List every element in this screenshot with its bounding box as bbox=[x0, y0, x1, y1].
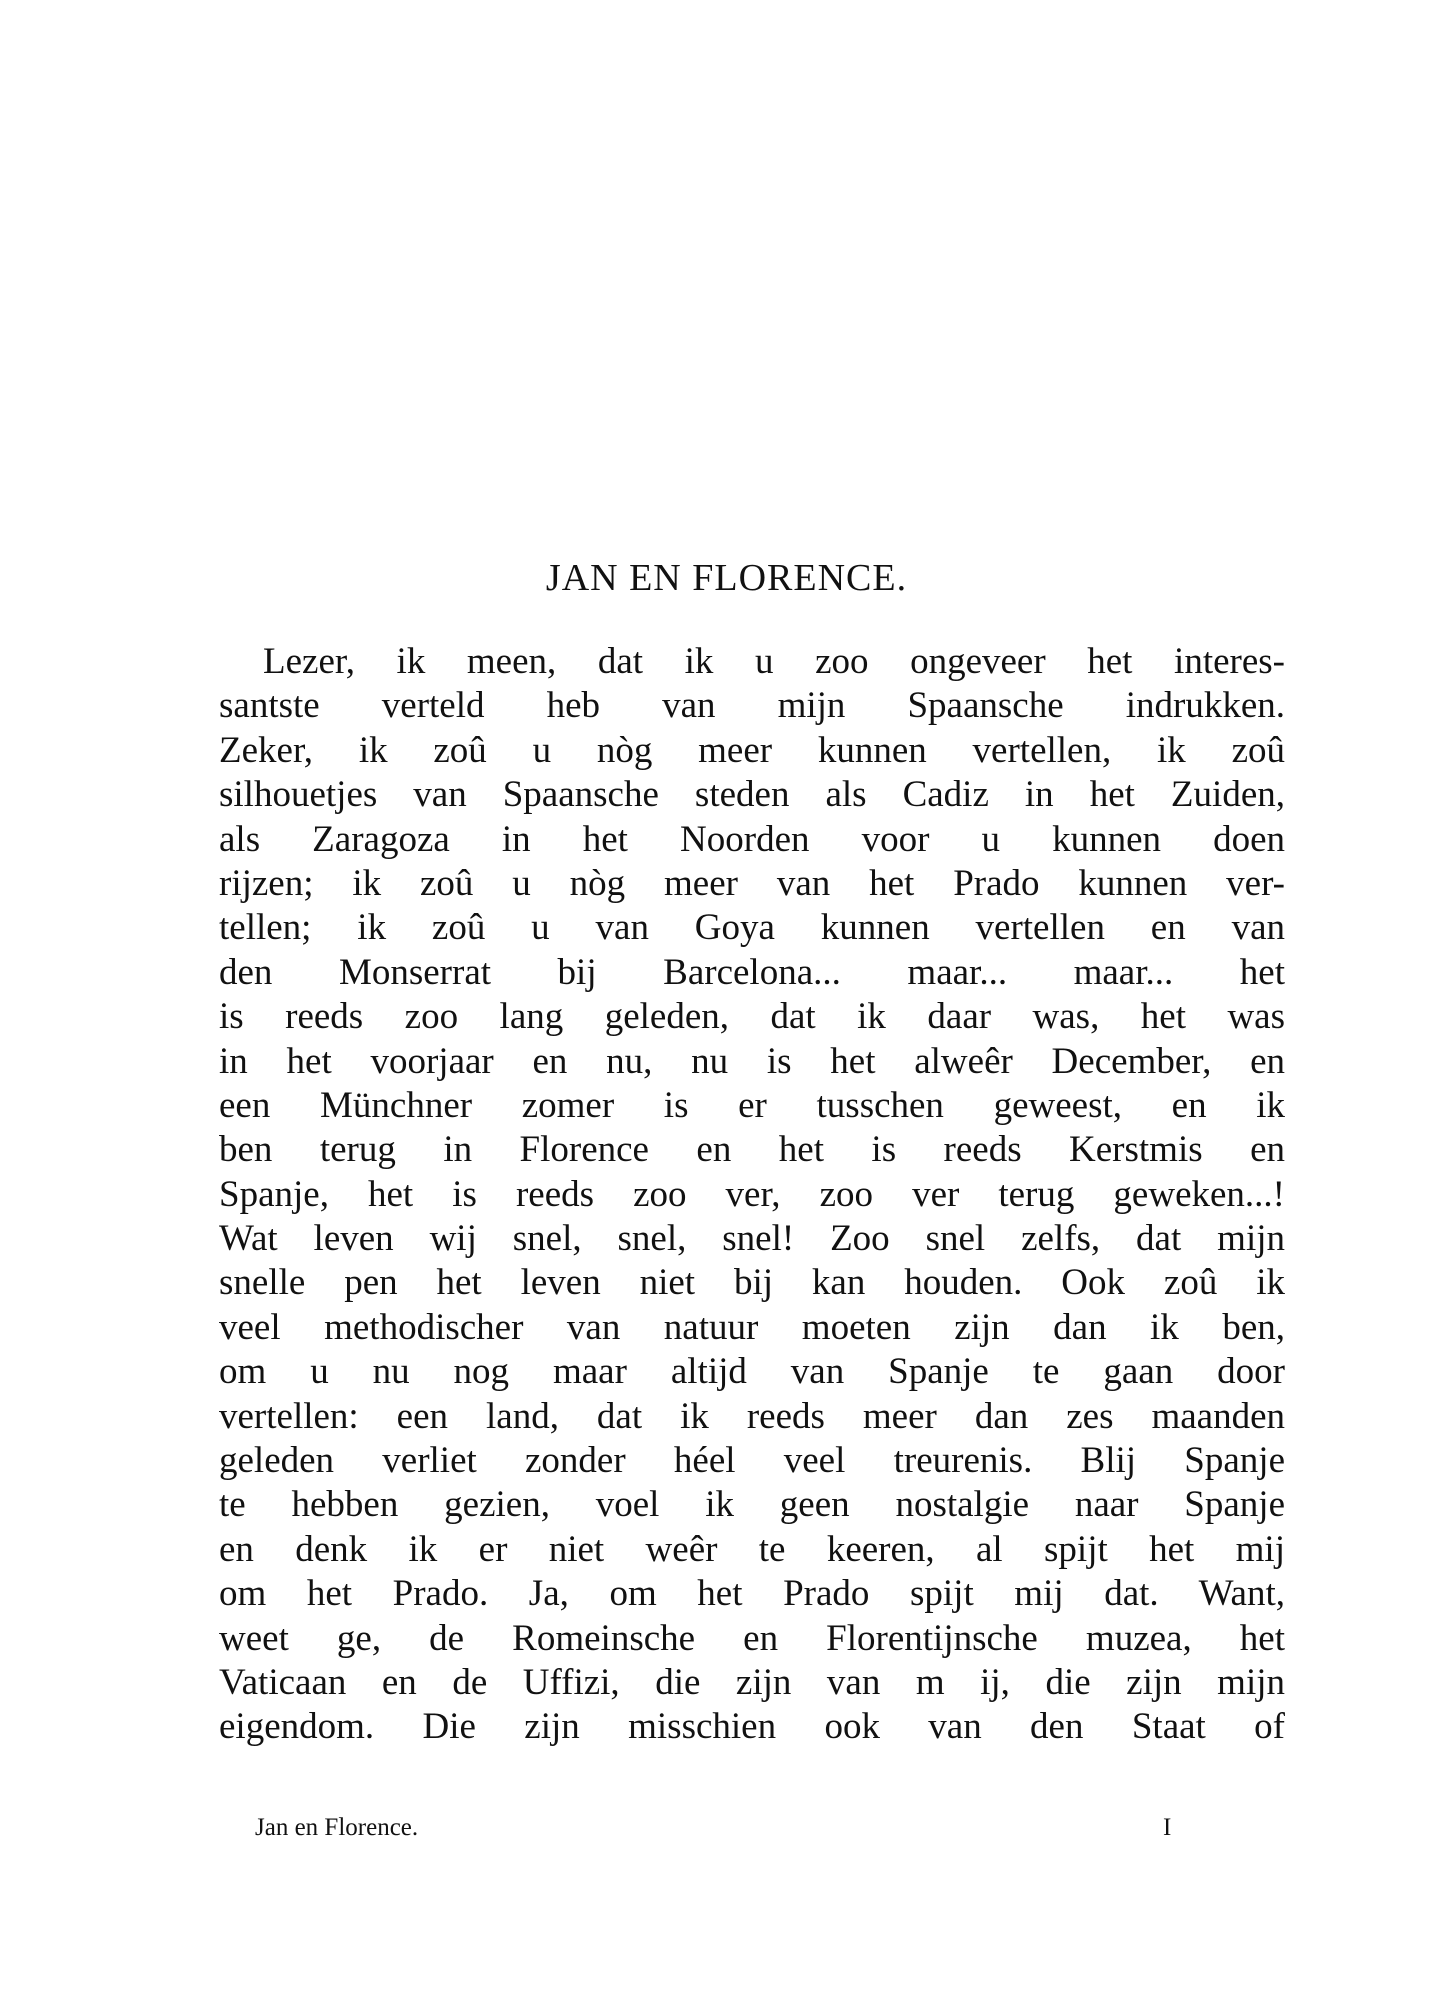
text-line: om u nu nog maar altijd van Spanje te gaan door bbox=[219, 1351, 1285, 1393]
text-line: Zeker, ik zoû u nòg meer kunnen vertellen, ik zoû bbox=[219, 729, 1285, 771]
text-line: Wat leven wij snel, snel, snel! Zoo snel zelfs, dat mijn bbox=[219, 1218, 1285, 1260]
text-line: snelle pen het leven niet bij kan houden. Ook zoû ik bbox=[219, 1262, 1285, 1304]
text-line: Spanje, het is reeds zoo ver, zoo ver terug geweken...! bbox=[219, 1173, 1285, 1215]
body-text bbox=[219, 640, 1285, 1750]
text-line: is reeds zoo lang geleden, dat ik daar was, het was bbox=[219, 996, 1285, 1038]
text-line: santste verteld heb van mijn Spaansche indrukken. bbox=[219, 685, 1285, 727]
signature-mark: I bbox=[1163, 1814, 1172, 1841]
text-line: silhouetjes van Spaansche steden als Cadiz in het Zuiden, bbox=[219, 774, 1285, 816]
text-line: Vaticaan en de Uffizi, die zijn van m ij, die zijn mijn bbox=[219, 1661, 1285, 1703]
text-line: tellen; ik zoû u van Goya kunnen vertellen en van bbox=[219, 907, 1285, 949]
text-line: weet ge, de Romeinsche en Florentijnsche muzea, het bbox=[219, 1617, 1285, 1659]
text-line: geleden verliet zonder héel veel treurenis. Blij Spanje bbox=[219, 1440, 1285, 1482]
chapter-title: JAN EN FLORENCE. bbox=[545, 557, 908, 599]
text-line: in het voorjaar en nu, nu is het alweêr December, en bbox=[219, 1040, 1285, 1082]
text-line: veel methodischer van natuur moeten zijn dan ik ben, bbox=[219, 1306, 1285, 1348]
text-line: ben terug in Florence en het is reeds Kerstmis en bbox=[219, 1129, 1285, 1171]
text-line: vertellen: een land, dat ik reeds meer dan zes maanden bbox=[219, 1395, 1285, 1437]
text-line: Lezer, ik meen, dat ik u zoo ongeveer het interes- bbox=[263, 641, 1285, 682]
text-line: om het Prado. Ja, om het Prado spijt mij dat. Want, bbox=[219, 1573, 1285, 1615]
footer-running-title: Jan en Florence. bbox=[255, 1814, 419, 1841]
text-line: een Münchner zomer is er tusschen geweest, en ik bbox=[219, 1084, 1285, 1126]
text-line: als Zaragoza in het Noorden voor u kunnen doen bbox=[219, 818, 1285, 860]
text-line: rijzen; ik zoû u nòg meer van het Prado kunnen ver- bbox=[219, 862, 1285, 904]
text-line: te hebben gezien, voel ik geen nostalgie naar Spanje bbox=[219, 1484, 1285, 1526]
text-line: den Monserrat bij Barcelona... maar... maar... het bbox=[219, 951, 1285, 993]
text-line: eigendom. Die zijn misschien ook van den Staat of bbox=[219, 1706, 1285, 1748]
text-line: en denk ik er niet weêr te keeren, al spijt het mij bbox=[219, 1528, 1285, 1570]
